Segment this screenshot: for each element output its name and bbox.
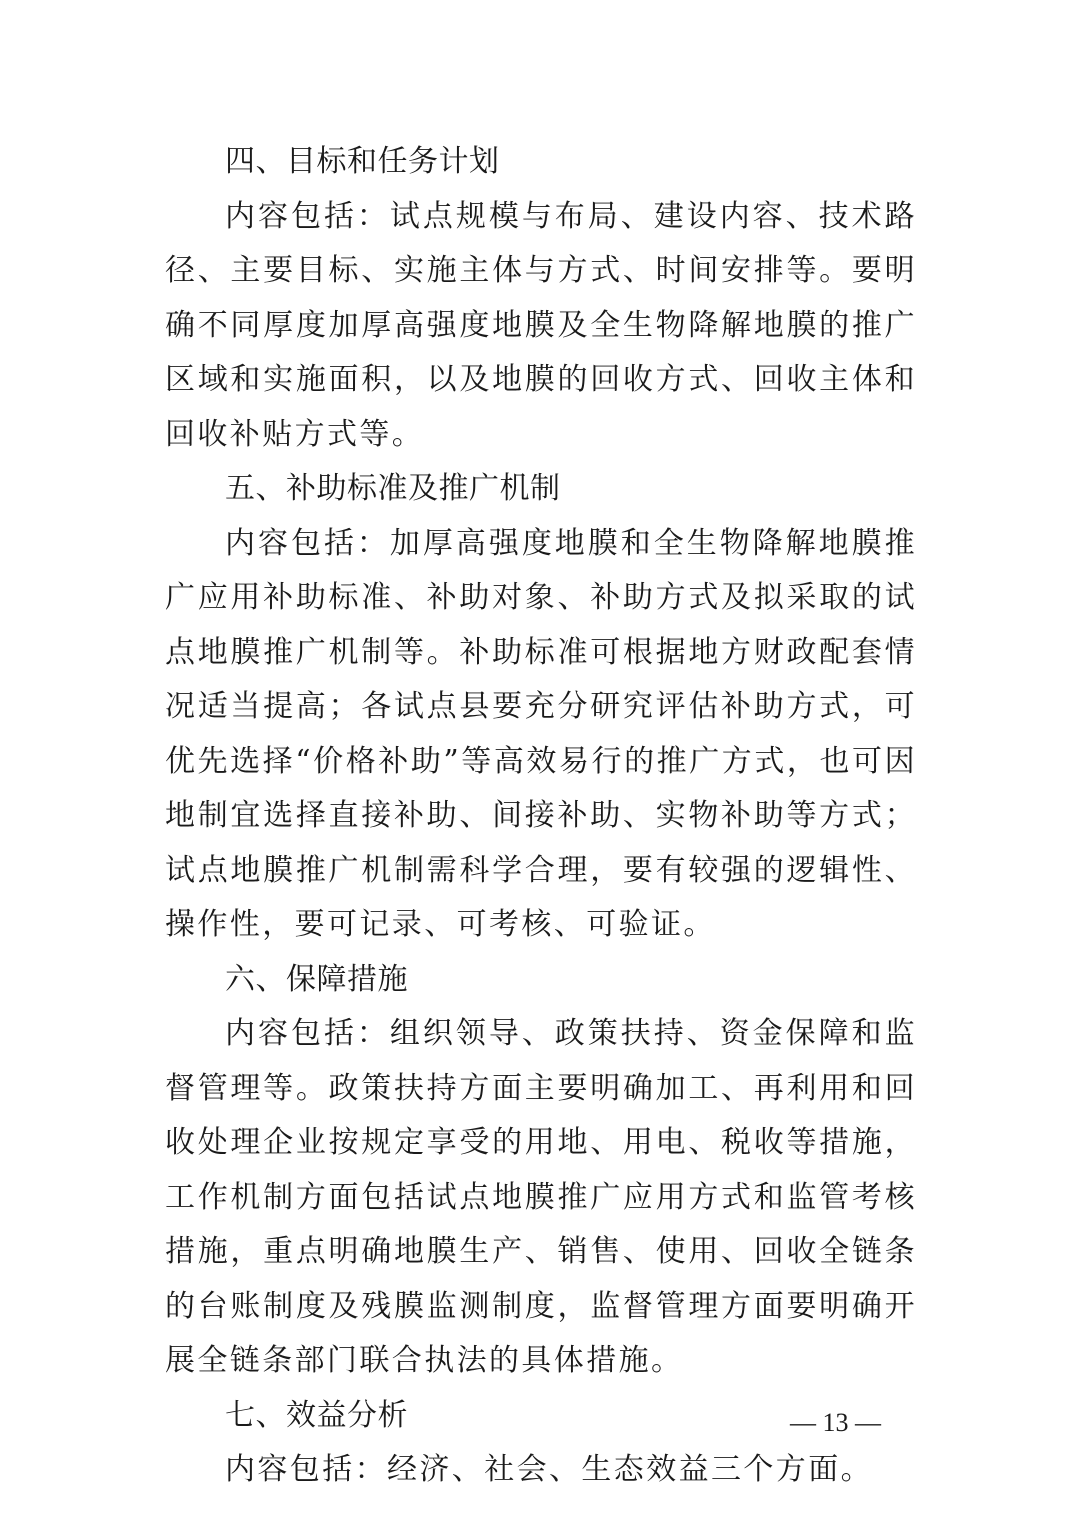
section-heading-benefit-analysis: 七、效益分析 xyxy=(225,1397,408,1433)
section-body-benefit-analysis: 内容包括：经济、社会、生态效益三个方面。 xyxy=(225,1452,873,1487)
section-heading-targets-and-task-plan: 四、目标和任务计划 xyxy=(225,144,500,179)
section-body-targets-and-task-plan: 内容包括：试点规模与布局、建设内容、技术路径、主要目标、实施主体与方式、时间安排等。要明确不同厚度加厚高强度地膜及全生物降解地膜的推广区域和实施面积，以及地膜的回收方式、回收主体和回收补贴方式等。 xyxy=(165,198,917,452)
section-heading-subsidy-standards: 五、补助标准及推广机制 xyxy=(225,471,561,506)
page-number: — 13 — xyxy=(790,1408,881,1437)
section-body-subsidy-standards: 内容包括：加厚高强度地膜和全生物降解地膜推广应用补助标准、补助对象、补助方式及拟采取的试点地膜推广机制等。补助标准可根据地方财政配套情况适当提高；各试点县要充分研究评估补助方式，可优先选择“价格补助”等高效易行的推广方式，也可因地制宜选择直接补助、间接补助、实物补助等方式；试点地膜推广机制需科学合理，要有较强的逻辑性、操作性，要可记录、可考核、可验证。 xyxy=(165,525,917,942)
section-body-safeguard-measures: 内容包括：组织领导、政策扶持、资金保障和监督管理等。政策扶持方面主要明确加工、再利用和回收处理企业按规定享受的用地、用电、税收等措施，工作机制方面包括试点地膜推广应用方式和监管考核措施，重点明确地膜生产、销售、使用、回收全链条的台账制度及残膜监测制度，监督管理方面要明确开展全链条部门联合执法的具体措施。 xyxy=(165,1016,917,1378)
section-heading-safeguard-measures: 六、保障措施 xyxy=(225,961,408,997)
document-body xyxy=(165,135,917,1498)
